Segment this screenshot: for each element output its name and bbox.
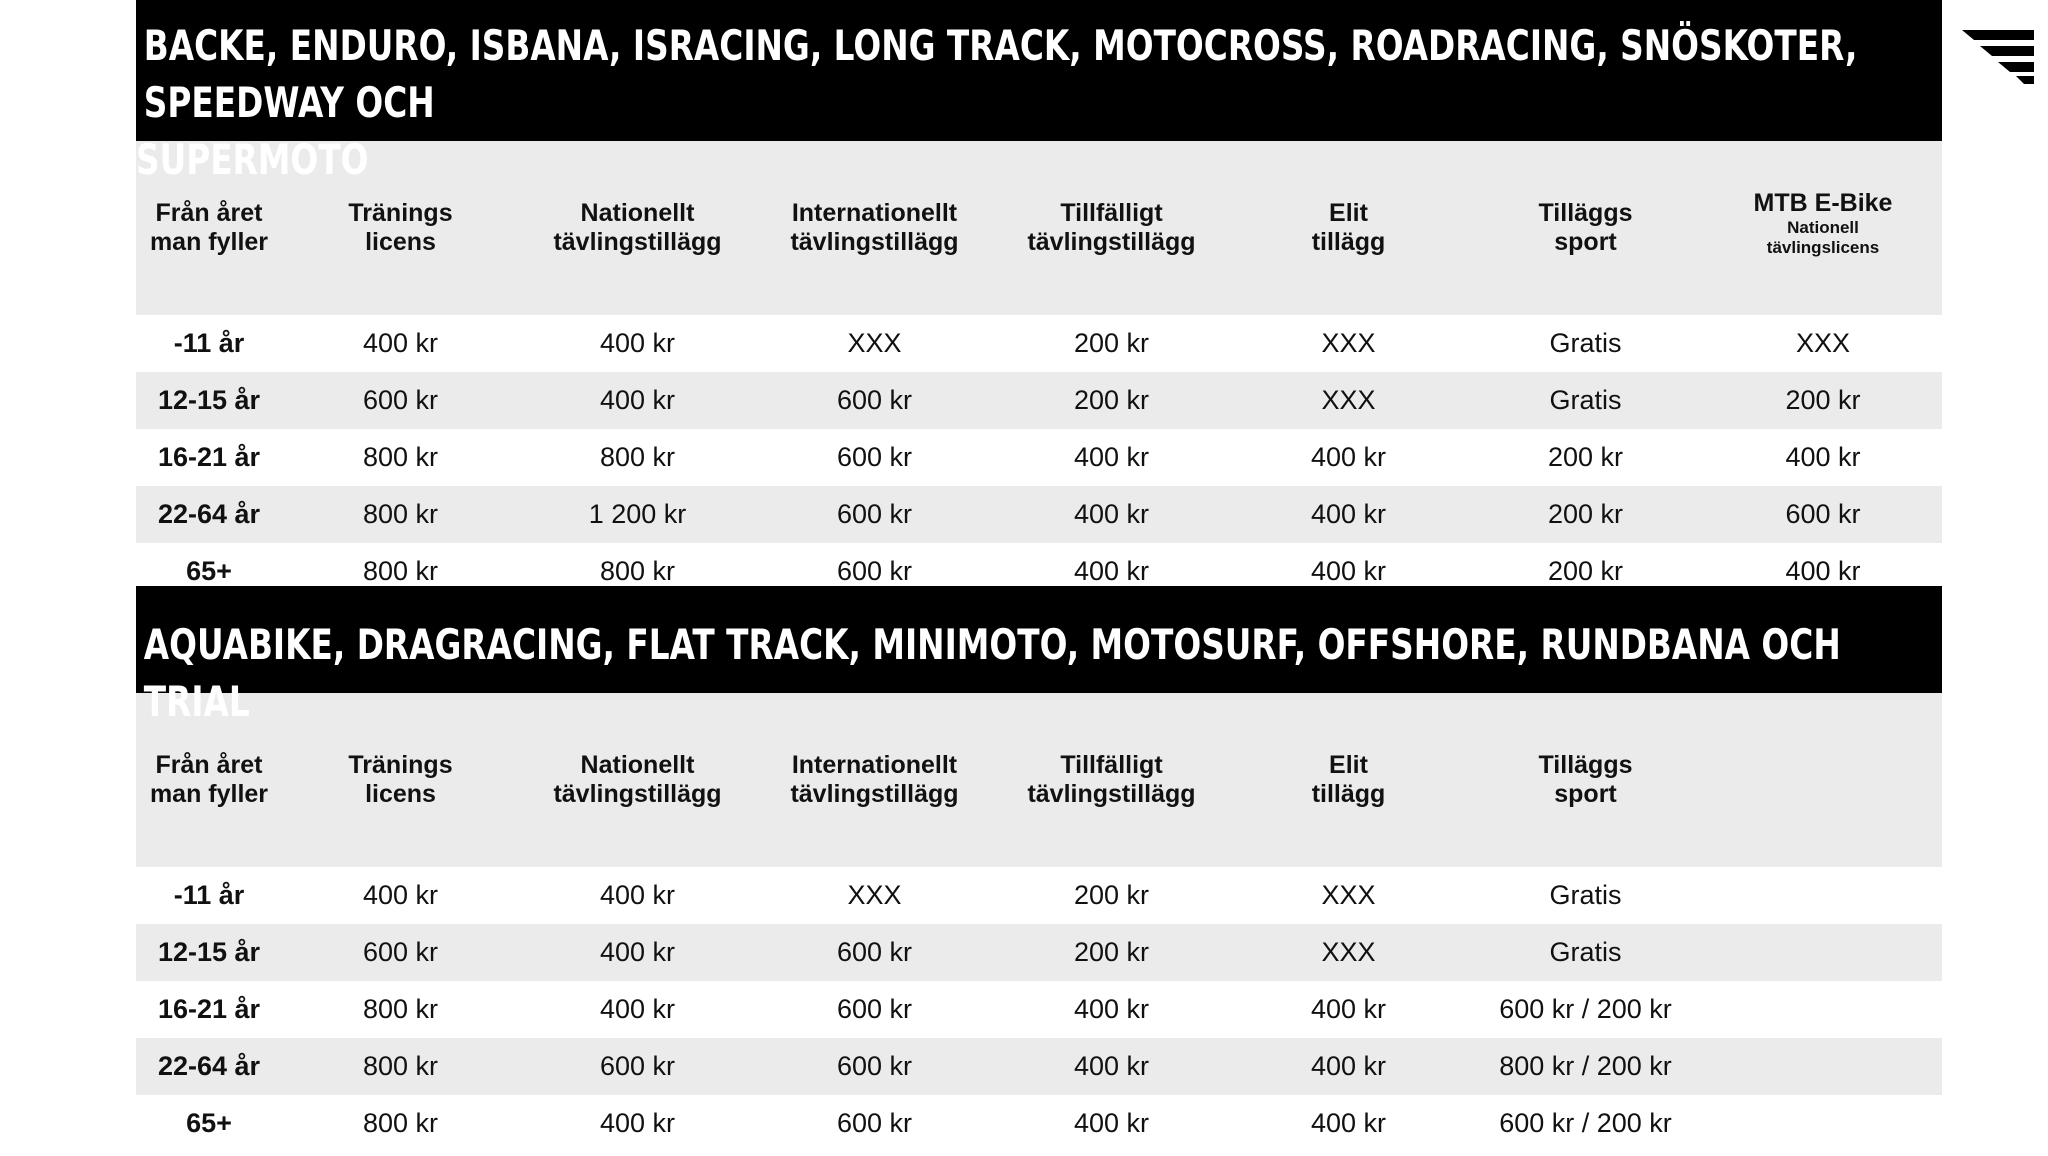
cell (1704, 1095, 1942, 1152)
cell: XXX (1230, 315, 1467, 372)
header-row (136, 693, 1942, 867)
cell: XXX (1230, 867, 1467, 924)
cell: XXX (1704, 315, 1942, 372)
cell: 400 kr (519, 315, 756, 372)
table-row (136, 1095, 1942, 1152)
cell: 65+ (136, 543, 282, 600)
table-row (136, 1038, 1942, 1095)
cell: 400 kr (1230, 1038, 1467, 1095)
cell: 400 kr (1704, 429, 1942, 486)
cell: 600 kr (756, 1095, 993, 1152)
cell: 400 kr (519, 372, 756, 429)
table-row (136, 981, 1942, 1038)
header-national: Nationellt tävlingstillägg (519, 693, 756, 867)
cell: 12-15 år (136, 924, 282, 981)
cell: 200 kr (993, 372, 1230, 429)
cell: 400 kr (993, 1038, 1230, 1095)
header-additional-sport: Tilläggs sport (1467, 141, 1704, 315)
header-age: Från året man fyller (136, 141, 282, 315)
cell: 600 kr (756, 486, 993, 543)
cell: 200 kr (993, 924, 1230, 981)
cell: 400 kr (282, 867, 519, 924)
cell: 400 kr (1230, 981, 1467, 1038)
cell (1704, 924, 1942, 981)
header-international: Internationellt tävlingstillägg (756, 693, 993, 867)
cell: Gratis (1467, 867, 1704, 924)
title-bar (136, 0, 1942, 184)
header-empty (1704, 693, 1942, 867)
header-additional-sport: Tilläggs sport (1467, 693, 1704, 867)
cell: 800 kr / 200 kr (1467, 1038, 1704, 1095)
cell: 200 kr (1467, 429, 1704, 486)
cell: 800 kr (282, 429, 519, 486)
license-table-1 (136, 0, 1942, 600)
cell: 800 kr (519, 543, 756, 600)
cell: 800 kr (282, 1095, 519, 1152)
cell: 600 kr (756, 981, 993, 1038)
table-title: AQUABIKE, DRAGRACING, FLAT TRACK, MINIMOTO, MOTOSURF, OFFSHORE, RUNDBANA OCH TRIAL (136, 586, 1938, 693)
cell: 600 kr (1704, 486, 1942, 543)
cell: 600 kr (519, 1038, 756, 1095)
cell: 22-64 år (136, 1038, 282, 1095)
header-elite: Elit tillägg (1230, 141, 1467, 315)
speed-lines-logo-icon (1962, 30, 2034, 84)
cell: 12-15 år (136, 372, 282, 429)
cell: -11 år (136, 315, 282, 372)
cell: 22-64 år (136, 486, 282, 543)
table-row (136, 867, 1942, 924)
cell: 600 kr (756, 543, 993, 600)
cell: 16-21 år (136, 429, 282, 486)
license-table-2 (136, 586, 1942, 1152)
cell: Gratis (1467, 315, 1704, 372)
table-row (136, 372, 1942, 429)
cell: 600 kr (756, 924, 993, 981)
title-bar (136, 586, 1942, 726)
cell: 800 kr (282, 543, 519, 600)
cell (1704, 867, 1942, 924)
cell: 16-21 år (136, 981, 282, 1038)
header-elite: Elit tillägg (1230, 693, 1467, 867)
cell: 600 kr / 200 kr (1467, 981, 1704, 1038)
cell: 400 kr (1230, 1095, 1467, 1152)
cell: 600 kr (282, 372, 519, 429)
cell: 400 kr (993, 1095, 1230, 1152)
cell: 400 kr (519, 981, 756, 1038)
header-training: Tränings licens (282, 693, 519, 867)
table-row (136, 429, 1942, 486)
cell: 600 kr (756, 372, 993, 429)
cell: -11 år (136, 867, 282, 924)
cell: 400 kr (519, 867, 756, 924)
header-age: Från året man fyller (136, 693, 282, 867)
header-national: Nationellt tävlingstillägg (519, 141, 756, 315)
cell: Gratis (1467, 924, 1704, 981)
cell: 800 kr (282, 1038, 519, 1095)
cell: XXX (1230, 924, 1467, 981)
cell: 200 kr (1467, 543, 1704, 600)
price-table (136, 141, 1942, 600)
cell: 600 kr (282, 924, 519, 981)
cell: 200 kr (993, 867, 1230, 924)
cell: 800 kr (282, 981, 519, 1038)
cell: 600 kr (756, 429, 993, 486)
header-temporary: Tillfälligt tävlingstillägg (993, 141, 1230, 315)
header-temporary: Tillfälligt tävlingstillägg (993, 693, 1230, 867)
cell: 1 200 kr (519, 486, 756, 543)
cell: 400 kr (1230, 543, 1467, 600)
cell: 65+ (136, 1095, 282, 1152)
cell: 200 kr (993, 315, 1230, 372)
table-title-line1: BACKE, ENDURO, ISBANA, ISRACING, LONG TRACK, MOTOCROSS, ROADRACING, SNÖSKOTER, SPEEDWAY OCH (143, 21, 1858, 127)
cell: 400 kr (282, 315, 519, 372)
cell: 600 kr (756, 1038, 993, 1095)
cell: 200 kr (1704, 372, 1942, 429)
cell: 400 kr (1230, 429, 1467, 486)
table-row (136, 315, 1942, 372)
cell: 400 kr (993, 429, 1230, 486)
header-international: Internationellt tävlingstillägg (756, 141, 993, 315)
cell (1704, 981, 1942, 1038)
cell: 400 kr (1230, 486, 1467, 543)
cell: 800 kr (282, 486, 519, 543)
cell: 400 kr (519, 924, 756, 981)
cell: 400 kr (519, 1095, 756, 1152)
header-mtb-ebike: MTB E-Bike Nationell tävlingslicens (1704, 141, 1942, 315)
price-table (136, 693, 1942, 1152)
cell: XXX (1230, 372, 1467, 429)
cell: Gratis (1467, 372, 1704, 429)
cell (1704, 1038, 1942, 1095)
cell: 400 kr (993, 486, 1230, 543)
header-training: Tränings licens (282, 141, 519, 315)
cell: 600 kr / 200 kr (1467, 1095, 1704, 1152)
table-row (136, 486, 1942, 543)
table-title-line2: SUPERMOTO (136, 135, 369, 184)
cell: XXX (756, 315, 993, 372)
cell: 200 kr (1467, 486, 1704, 543)
cell: 400 kr (993, 981, 1230, 1038)
cell: 800 kr (519, 429, 756, 486)
cell: 400 kr (993, 543, 1230, 600)
cell: 400 kr (1704, 543, 1942, 600)
table-row (136, 924, 1942, 981)
cell: XXX (756, 867, 993, 924)
